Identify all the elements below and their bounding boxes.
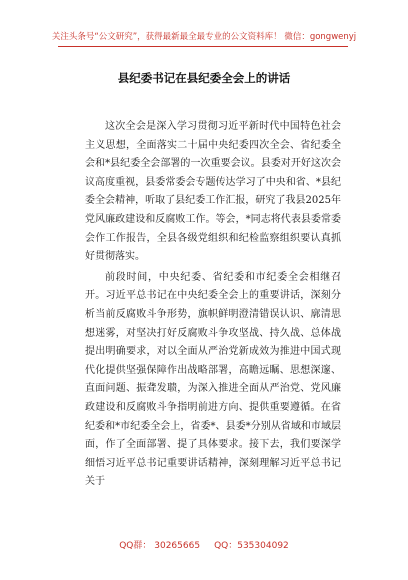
document-body	[85, 118, 341, 492]
footer-contact	[0, 538, 408, 551]
footer-qq-group: QQ群： 30265665	[119, 541, 201, 551]
body-paragraph-2: 前段时间，中央纪委、省纪委和市纪委全会相继召开。习近平总书记在中央纪委全会上的重要讲话，深刻分析当前反腐败斗争形势，旗帜鲜明澄清错误认识、廓清思想迷雾，对坚决打好反腐败斗争攻坚战、持久战、总体战提出明确要求，对以全面从严治党新成效为推进中国式现代化提供坚强保障作出战略部署，高瞻远瞩、思想深邃、直面问题、振聋发聩，为深入推进全面从严治党、党风廉政建设和反腐败斗争指明前进方向、提供重要遵循。在省纪委和*市纪委全会上，省委*、县委*分别从省域和市域层面，作了全面部署、提了具体要求。接下去，我们要深学细悟习近平总书记重要讲话精神，深刻理解习近平总书记关于	[85, 271, 341, 488]
header-divider	[58, 46, 348, 47]
body-paragraph-1: 这次全会是深入学习贯彻习近平新时代中国特色社会主义思想，全面落实二十届中央纪委四次全会、省纪委全会和*县纪委全会部署的一次重要会议。县委对开好这次会议高度重视，县委常委会专题传达学习了中央和省、*县纪委全会精神，听取了县纪委工作汇报，研究了我县2025年党风廉政建设和反腐败工作。等会，*同志将代表县委常委会作工作报告，全县各级党组织和纪检监察组织要认真抓好贯彻落实。	[85, 121, 341, 263]
header-banner: 关注头条号“公文研究”，获得最新最全最专业的公文资料库！ 微信：gongwenyj	[51, 32, 357, 42]
document-title: 县纪委书记在县纪委全会上的讲话	[117, 71, 291, 85]
footer-qq-number: QQ：535304092	[214, 541, 289, 551]
